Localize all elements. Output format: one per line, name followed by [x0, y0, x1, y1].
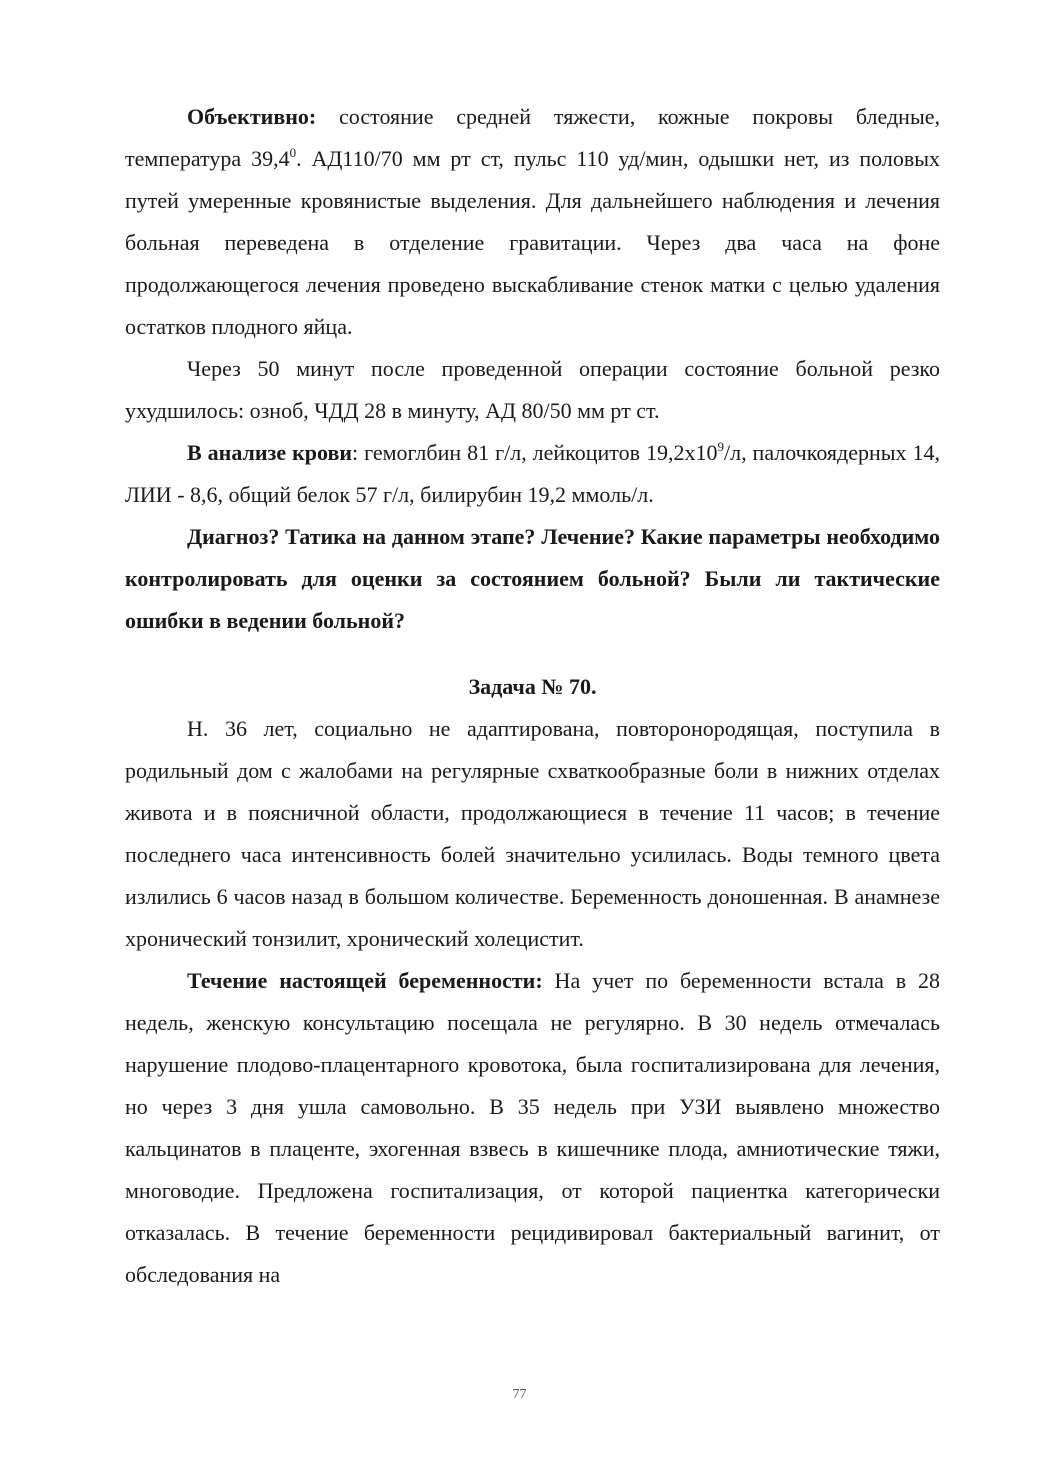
objective-label: Объективно: — [187, 104, 317, 129]
objective-text-1: состояние средней тяжести, кожные покровы бледные, температура 39,4 — [125, 104, 940, 171]
page-number: 77 — [512, 1387, 527, 1402]
task-questions: Диагноз? Татика на данном этапе? Лечение? Какие параметры необходимо контролировать для оценки за состоянием больной? Были ли тактические ошибки в ведении больной? — [125, 524, 940, 633]
paragraph-objective — [125, 96, 940, 348]
objective-text-2: . АД110/70 мм рт ст, пульс 110 уд/мин, одышки нет, из половых путей умеренные кровянистые выделения. Для дальнейшего наблюдения и лечения больная переведена в отделение гравитации. Через два часа на фоне продолжающегося лечения проведено выскабливание стенок матки с целью удаления остатков плодного яйца. — [125, 146, 941, 339]
pregnancy-course-label: Течение настоящей беременности: — [187, 968, 543, 993]
paragraph-patient-history: Н. 36 лет, социально не адаптирована, повторонородящая, поступила в родильный дом с жалобами на регулярные схваткообразные боли в нижних отделах живота и в поясничной области, продолжающиеся в течение 11 часов; в течение последнего часа интенсивность болей значительно усилилась. Воды темного цвета излились 6 часов назад в большом количестве. Беременность доношенная. В анамнезе хронический тонзилит, хронический холецистит. — [125, 716, 940, 951]
blood-analysis-label: В анализе крови — [187, 440, 353, 465]
pregnancy-course-text: На учет по беременности встала в 28 недель, женскую консультацию посещала не регулярно. В 30 недель отмечалась нарушение плодово-плацентарного кровотока, была госпитализирована для лечения, но через 3 дня ушла самовольно. В 35 недель при УЗИ выявлено множество кальцинатов в плаценте, эхогенная взвесь в кишечнике плода, амниотические тяжи, многоводие. Предложена госпитализация, от которой пациентка категорически отказалась. В течение беременности рецидивировал бактериальный вагинит, от обследования на — [125, 968, 940, 1287]
paragraph-pregnancy-course — [125, 960, 940, 1296]
exponent-superscript: 9 — [717, 439, 724, 454]
document-page — [125, 96, 940, 1296]
blood-analysis-text-2: /л, палочкоядерных 14, ЛИИ - 8,6, общий белок 57 г/л, билирубин 19,2 ммоль/л. — [125, 440, 940, 507]
degree-superscript: 0 — [289, 145, 297, 160]
blood-analysis-text-1: : гемоглбин 81 г/л, лейкоцитов 19,2х10 — [352, 440, 718, 465]
paragraph-blood-analysis — [125, 432, 940, 516]
task-heading: Задача № 70. — [468, 674, 597, 699]
paragraph-after-operation: Через 50 минут после проведенной операции состояние больной резко ухудшилось: озноб, ЧДД 28 в минуту, АД 80/50 мм рт ст. — [125, 356, 940, 423]
